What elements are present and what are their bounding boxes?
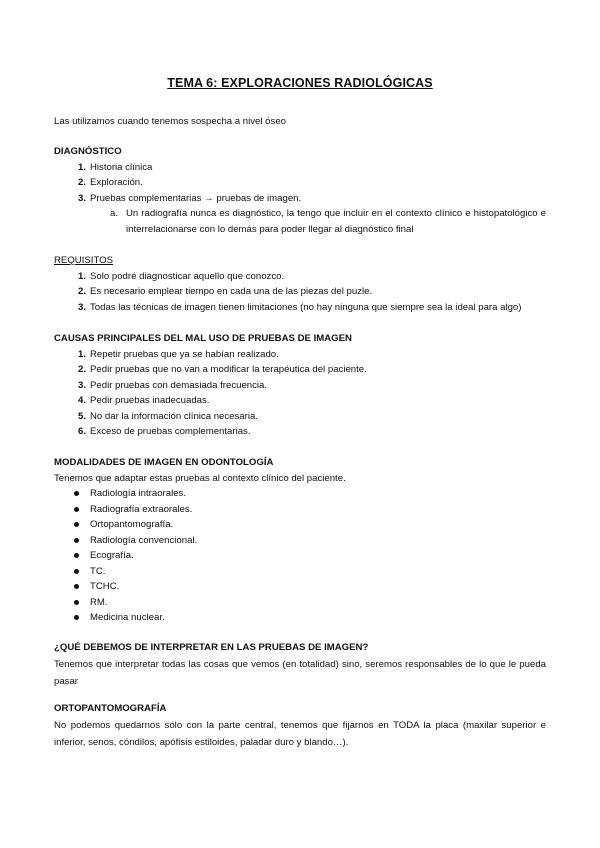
modalidades-intro: Tenemos que adaptar estas pruebas al contexto clínico del paciente. [54, 472, 346, 484]
list-item: 1. Solo podré diagnosticar aquello que conozco. [77, 270, 285, 282]
list-item: 2. Exploración. [77, 177, 143, 188]
list-item: Medicina nuclear. [54, 610, 546, 626]
bullet-icon [74, 600, 79, 605]
bullet-icon [74, 522, 79, 527]
ortopantomografia-heading: ORTOPANTOMOGRAFÍA [54, 703, 167, 714]
bullet-icon [74, 584, 79, 589]
modalidades-list [54, 486, 546, 626]
diagnostico-subitem: a. Un radiografía nunca es diagnóstico, la tengo que incluir en el contexto clínico e histopatológico e interrelacionarse con lo demás para poder llegar al diagnóstico final [110, 208, 546, 235]
intro-text: Las utilizamos cuando tenemos sospecha a nivel óseo [54, 116, 286, 127]
list-item: 2. Pedir pruebas que no van a modificar la terapéutica del paciente. [77, 364, 367, 375]
list-item: TC. [54, 564, 546, 580]
causas-list [54, 347, 546, 440]
diagnostico-list [54, 160, 546, 207]
list-item: 1. Repetir pruebas que ya se habían realizado. [77, 348, 279, 360]
page-title: TEMA 6: EXPLORACIONES RADIOLÓGICAS [167, 76, 433, 90]
list-item: Radiografía extraorales. [54, 502, 546, 518]
interpretar-heading: ¿QUÉ DEBEMOS DE INTERPRETAR EN LAS PRUEBAS DE IMAGEN? [54, 642, 369, 653]
bullet-icon [74, 569, 79, 574]
ortopantomografia-text: No podemos quedarnos sólo con la parte central, tenemos que fijarnos en TODA la placa (maxilar superior e inferior, senos, cóndilos, apófisis estiloides, paladar duro y blando…). [54, 719, 546, 748]
list-item: 3. Pruebas complementarias → pruebas de imagen. [77, 192, 302, 204]
modalidades-heading: MODALIDADES DE IMAGEN EN ODONTOLOGÍA [54, 457, 274, 468]
causas-heading: CAUSAS PRINCIPALES DEL MAL USO DE PRUEBAS DE IMAGEN [54, 333, 352, 344]
bullet-icon [74, 553, 79, 558]
list-item: 3. Pedir pruebas con demasiada frecuencia. [77, 379, 268, 391]
list-item: Radiología intraorales. [54, 486, 546, 502]
requisitos-section [54, 253, 546, 315]
ortopantomografia-section [54, 701, 546, 751]
list-item: 3. Todas las técnicas de imagen tienen limitaciones (no hay ninguna que siempre sea la ideal para algo) [77, 301, 522, 313]
diagnostico-heading: DIAGNÓSTICO [54, 146, 122, 157]
list-item: 6. Exceso de pruebas complementarias. [77, 426, 251, 437]
list-item: RM. [54, 595, 546, 611]
bullet-icon [74, 507, 79, 512]
bullet-icon [74, 615, 79, 620]
list-item: 1. Historia clínica [77, 161, 153, 173]
causas-section [54, 331, 546, 440]
interpretar-section [54, 640, 546, 690]
requisitos-heading: REQUISITOS [54, 255, 113, 266]
bullet-icon [74, 538, 79, 543]
list-item: 2. Es necesario emplear tiempo en cada una de las piezas del puzle. [77, 286, 373, 297]
list-item: Radiología convencional. [54, 533, 546, 549]
interpretar-text: Tenemos que interpretar todas las cosas que vemos (en totalidad) sino, seremos responsables de lo que le pueda pasar [54, 658, 546, 687]
requisitos-list [54, 269, 546, 316]
list-item: 5. No dar la información clínica necesaria. [77, 410, 258, 422]
bullet-icon [74, 491, 79, 496]
list-item: TCHC. [54, 579, 546, 595]
list-item: Ecografía. [54, 548, 546, 564]
list-item: 4. Pedir pruebas inadecuadas. [77, 395, 210, 406]
diagnostico-section [54, 144, 546, 237]
modalidades-section [54, 455, 546, 626]
list-item: Ortopantomografía. [54, 517, 546, 533]
